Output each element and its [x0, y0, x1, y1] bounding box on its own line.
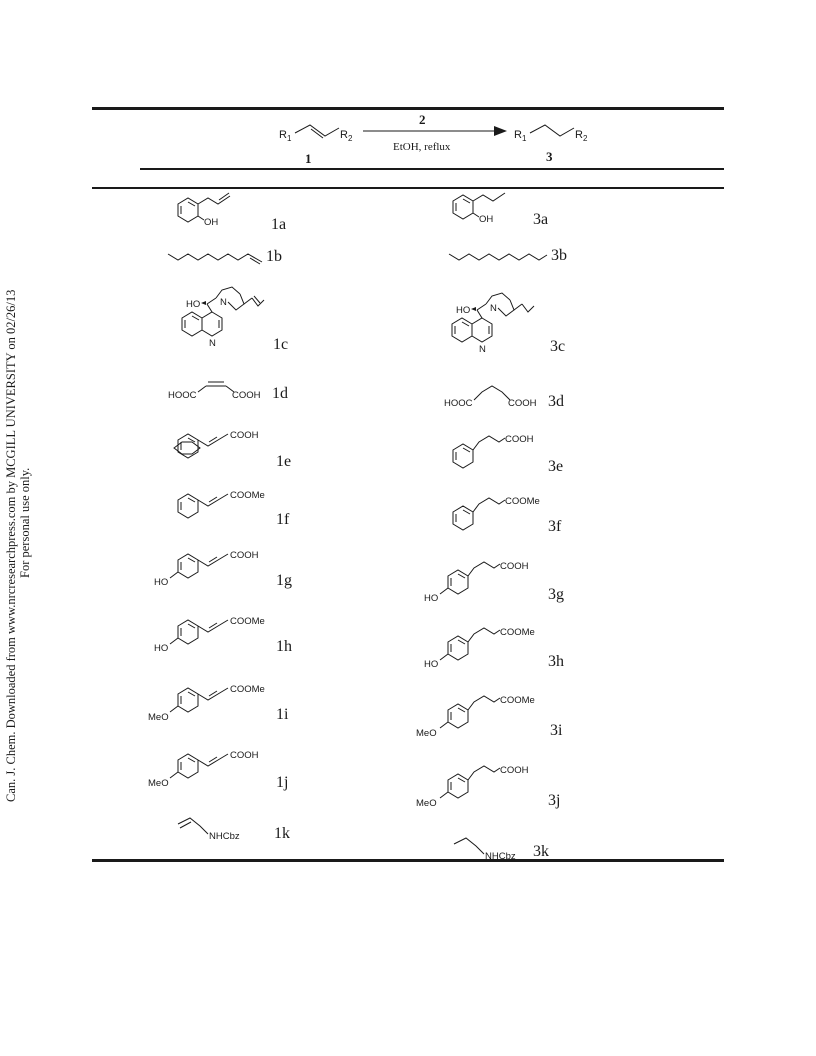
label-1j: 1j [276, 774, 289, 791]
reaction-conditions: EtOH, reflux [393, 141, 451, 153]
svg-text:HO: HO [154, 643, 169, 654]
svg-text:OH: OH [204, 217, 219, 228]
svg-text:COOH: COOH [500, 765, 529, 776]
reactant-r1: $R_1$ [279, 129, 292, 143]
label-3b: 3b [551, 247, 567, 264]
label-1h: 1h [276, 638, 292, 655]
label-1d: 1d [272, 385, 288, 402]
svg-text:HOOC: HOOC [168, 390, 197, 401]
svg-text:OH: OH [479, 214, 494, 225]
label-3j: 3j [548, 792, 561, 809]
label-3d: 3d [548, 393, 564, 410]
structure-3e [445, 432, 545, 472]
label-1i: 1i [276, 706, 289, 723]
svg-text:COOH: COOH [505, 434, 534, 445]
structure-1c [160, 280, 270, 360]
svg-text:MeO: MeO [148, 712, 169, 723]
svg-text:HO: HO [424, 593, 439, 604]
reagent-number: 2 [419, 112, 426, 127]
svg-text:N: N [209, 338, 216, 349]
svg-text:HO: HO [424, 659, 439, 670]
svg-text:N: N [479, 344, 486, 355]
structure-3c [440, 286, 550, 366]
svg-text:HOOC: HOOC [444, 398, 473, 409]
structure-3j [416, 762, 556, 808]
svg-text:COOMe: COOMe [505, 496, 540, 507]
structure-3b [447, 246, 547, 266]
svg-text:NHCbz: NHCbz [209, 831, 240, 842]
reactant-number: 1 [305, 151, 312, 166]
product-number: 3 [546, 149, 553, 164]
svg-text:COOMe: COOMe [230, 616, 265, 627]
structure-1i [146, 680, 289, 726]
label-1a: 1a [271, 216, 287, 233]
svg-text:MeO: MeO [416, 798, 437, 809]
svg-text:MeO: MeO [148, 778, 169, 789]
structure-3k [452, 834, 542, 864]
svg-text:MeO: MeO [416, 728, 437, 739]
label-3f: 3f [548, 518, 562, 535]
structure-3d [444, 380, 554, 414]
label-3a: 3a [533, 211, 549, 228]
reactant-alkene-bonds [295, 125, 339, 136]
watermark-line-2: For personal use only. [18, 467, 32, 578]
label-3k: 3k [533, 843, 549, 860]
structure-3h [420, 624, 560, 670]
structure-3a [443, 190, 523, 230]
svg-text:COOH: COOH [232, 390, 261, 401]
svg-text:COOMe: COOMe [230, 490, 265, 501]
structure-1d [168, 372, 278, 406]
svg-text:COOMe: COOMe [230, 684, 265, 695]
watermark-line-1: Can. J. Chem. Downloaded from www.nrcresearchpress.com by MCGILL UNIVERSITY on 02/26/13 [4, 289, 18, 802]
svg-text:HO: HO [186, 299, 201, 310]
product-r1: $R_1$ [514, 129, 527, 143]
structure-3f [445, 494, 555, 534]
structure-3i [416, 692, 556, 738]
svg-text:COOMe: COOMe [500, 695, 535, 706]
structure-1f [170, 488, 280, 528]
label-3c: 3c [550, 338, 566, 355]
label-3h: 3h [548, 653, 564, 670]
structure-1b [166, 246, 266, 266]
product-r2: $R_2$ [575, 129, 588, 143]
svg-text:HO: HO [456, 305, 471, 316]
label-1g: 1g [276, 572, 292, 589]
svg-text:N: N [490, 303, 497, 314]
svg-text:N: N [220, 297, 227, 308]
svg-text:HO: HO [154, 577, 169, 588]
svg-text:COOH: COOH [500, 561, 529, 572]
structure-1k [176, 814, 266, 844]
svg-text:COOH: COOH [508, 398, 537, 409]
svg-text:NHCbz: NHCbz [485, 851, 516, 862]
svg-text:COOH: COOH [230, 430, 259, 441]
structure-1a [168, 193, 248, 233]
label-1b: 1b [266, 248, 282, 265]
structure-1h [150, 612, 290, 658]
reactant-r2: $R_2$ [340, 129, 353, 143]
structure-1j [146, 746, 289, 792]
reaction-scheme [0, 0, 816, 190]
label-3g: 3g [548, 586, 564, 603]
structure-3g [420, 558, 550, 604]
structure-1g [150, 546, 280, 592]
product-alkane-bonds [530, 125, 574, 136]
label-3i: 3i [550, 722, 563, 739]
label-1e: 1e [276, 453, 292, 470]
table-bottom-rule [92, 859, 724, 862]
svg-text:COOH: COOH [230, 750, 259, 761]
label-3e: 3e [548, 458, 564, 475]
label-1c: 1c [273, 336, 289, 353]
structure-1e [170, 428, 270, 468]
label-1f: 1f [276, 511, 290, 528]
svg-text:COOMe: COOMe [500, 627, 535, 638]
svg-text:COOH: COOH [230, 550, 259, 561]
label-1k: 1k [274, 825, 290, 842]
